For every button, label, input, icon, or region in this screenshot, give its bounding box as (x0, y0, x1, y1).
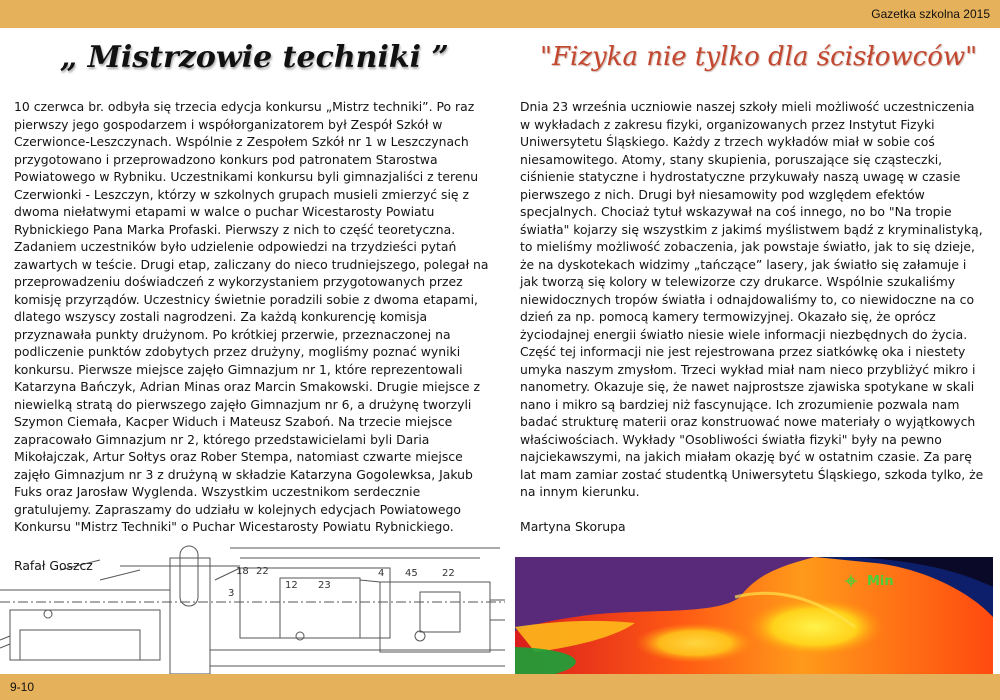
drawing-label: 3 (228, 588, 235, 599)
thermal-camera-image (515, 557, 993, 674)
page-numbers: 9-10 (10, 680, 35, 694)
right-article-author: Martyna Skorupa (520, 519, 626, 534)
header-band (0, 0, 1000, 28)
left-article-body: 10 czerwca br. odbyła się trzecia edycja konkursu „Mistrz techniki”. Po raz pierwszy jego gospodarzem i współorganizatorem był Zespół Szkół w Czerwionce-Leszczynach. Wspólnie z Zespołem Szkół nr 1 w Leszczynach przygotowano i przeprowadzono konkurs pod patronatem Starostwa Powiatowego w Rybniku. Uczestnikami konkursu byli gimnazjaliści z terenu Czerwionki - Leszczyn, którzy w szkolnych grupach musieli zmierzyć się z dwoma niełatwymi etapami w walce o puchar Wicestarosty Powiatu Rybnickiego Pana Marka Profaski. Pierwszy z nich to część teoretyczna. Zadaniem uczestników było udzielenie odpowiedzi na trzydzieści pytań zawartych w teście. Drugi etap, zaliczany do nieco trudniejszego, polegał na przeprowadzeniu doświadczeń z wykorzystaniem przygotowanych przez komisję przyrządów. Uczestnicy świetnie poradzili sobie z dwoma etapami, dlatego wszyscy zostali nagrodzeni. Za każdą konkurencję komisja przyznawała punkty drużynom. Po krótkiej przerwie, przeznaczonej na podliczenie punktów zdobytych przez drużyny, mogliśmy poznać wyniki konkursu. Pierwsze miejsce zajęło Gimnazjum nr 1, które reprezentowali Katarzyna Bańczyk, Adrian Minas oraz Marcin Smakowski. Drugie miejsce z niewielką stratą do pierwszego zajęło Gimnazjum nr 6, a drużynę tworzyli Szymon Ciemała, Kacper Widuch i Mateusz Szaboń. Na trzecie miejsce zapracowało Gimnazjum nr 2, którego przedstawicielami byli Daria Mikołajczak, Artur Sołtys oraz Rober Stempa, natomiast czwarte miejsce zajęło Gimnazjum nr 3 z drużyną w składzie Katarzyna Gogolewksa, Jakub Fuks oraz Jarosław Wyglenda. Wszystkim uczestnikom serdecznie gratulujemy. Zapraszamy do udziału w kolejnych edycjach Powiatowego Konkursu "Mistrz Techniki" o Puchar Wicestarosty Powiatu Rybnickiego. (14, 99, 489, 534)
footer-band (0, 674, 1000, 700)
publication-name: Gazetka szkolna 2015 (871, 7, 990, 21)
right-article-title: "Fizyka nie tylko dla ścisłowców" (540, 42, 978, 72)
drawing-label: 22 (256, 566, 269, 577)
drawing-label: 4 (378, 568, 385, 579)
left-article-author: Rafał Goszcz (14, 558, 93, 573)
thermal-min-label: Min (867, 574, 894, 589)
drawing-label: 22 (442, 568, 455, 579)
right-article-body: Dnia 23 września uczniowie naszej szkoły mieli możliwość uczestniczenia w wykładach z zakresu fizyki, organizowanych przez Instytut Fizyki Uniwersytetu Śląskiego. Każdy z trzech wykładów miał w sobie coś niesamowitego. Atomy, stany skupienia, poruszające się cząsteczki, ciśnienie statyczne i hydrostatyczne przykuwały naszą uwagę w czasie pierwszego z nich. Drugi był niesamowity pod względem efektów specjalnych. Chociaż tytuł wskazywał na coś innego, no bo "Na tropie światła" kojarzy się wszystkim z jakimś myślistwem bądź z kryminalistyką, to mieliśmy możliwość zobaczenia, jak powstaje światło, jak to się dzieje, że na dyskotekach widzimy „tańczące” lasery, jak światło się załamuje i jak tworzą się kolory w telewizorze czy drukarce. Wspólnie szukaliśmy niewidocznych tropów światła i odnajdowaliśmy to, co niewidoczne na co dzień za np. pomocą kamery termowizyjnej. Okazało się, że oprócz życiodajnej energii światło niesie wiele informacji niezbędnych do życia. Część tej informacji nie jest rejestrowana przez siatkówkę oka i niestety umyka naszym zmysłom. Trzeci wykład miał nam nieco przybliżyć mikro i nanometry. Okazuje się, że nawet najprostsze zjawiska spotykane w skali nano i mikro są bardziej niż fascynujące. Ich zrozumienie pozwala nam badać strukturę materii oraz konstruować nowe materiały o wyjątkowych właściwościach. Wykłady "Osobliwości światła fizyki" były na pewno najciekawszymi, na jakich miałam okazję być w ostatnim czasie. Za parę lat mam zamiar zostać studentką Uniwersytetu Śląskiego, szkoda tylko, że na innym kierunku. (520, 99, 984, 499)
drawing-label: 12 (285, 580, 298, 591)
drawing-label: 23 (318, 580, 331, 591)
left-article-title: „ Mistrzowie techniki ” (60, 40, 449, 75)
drawing-label: 45 (405, 568, 418, 579)
drawing-label: 18 (236, 566, 249, 577)
